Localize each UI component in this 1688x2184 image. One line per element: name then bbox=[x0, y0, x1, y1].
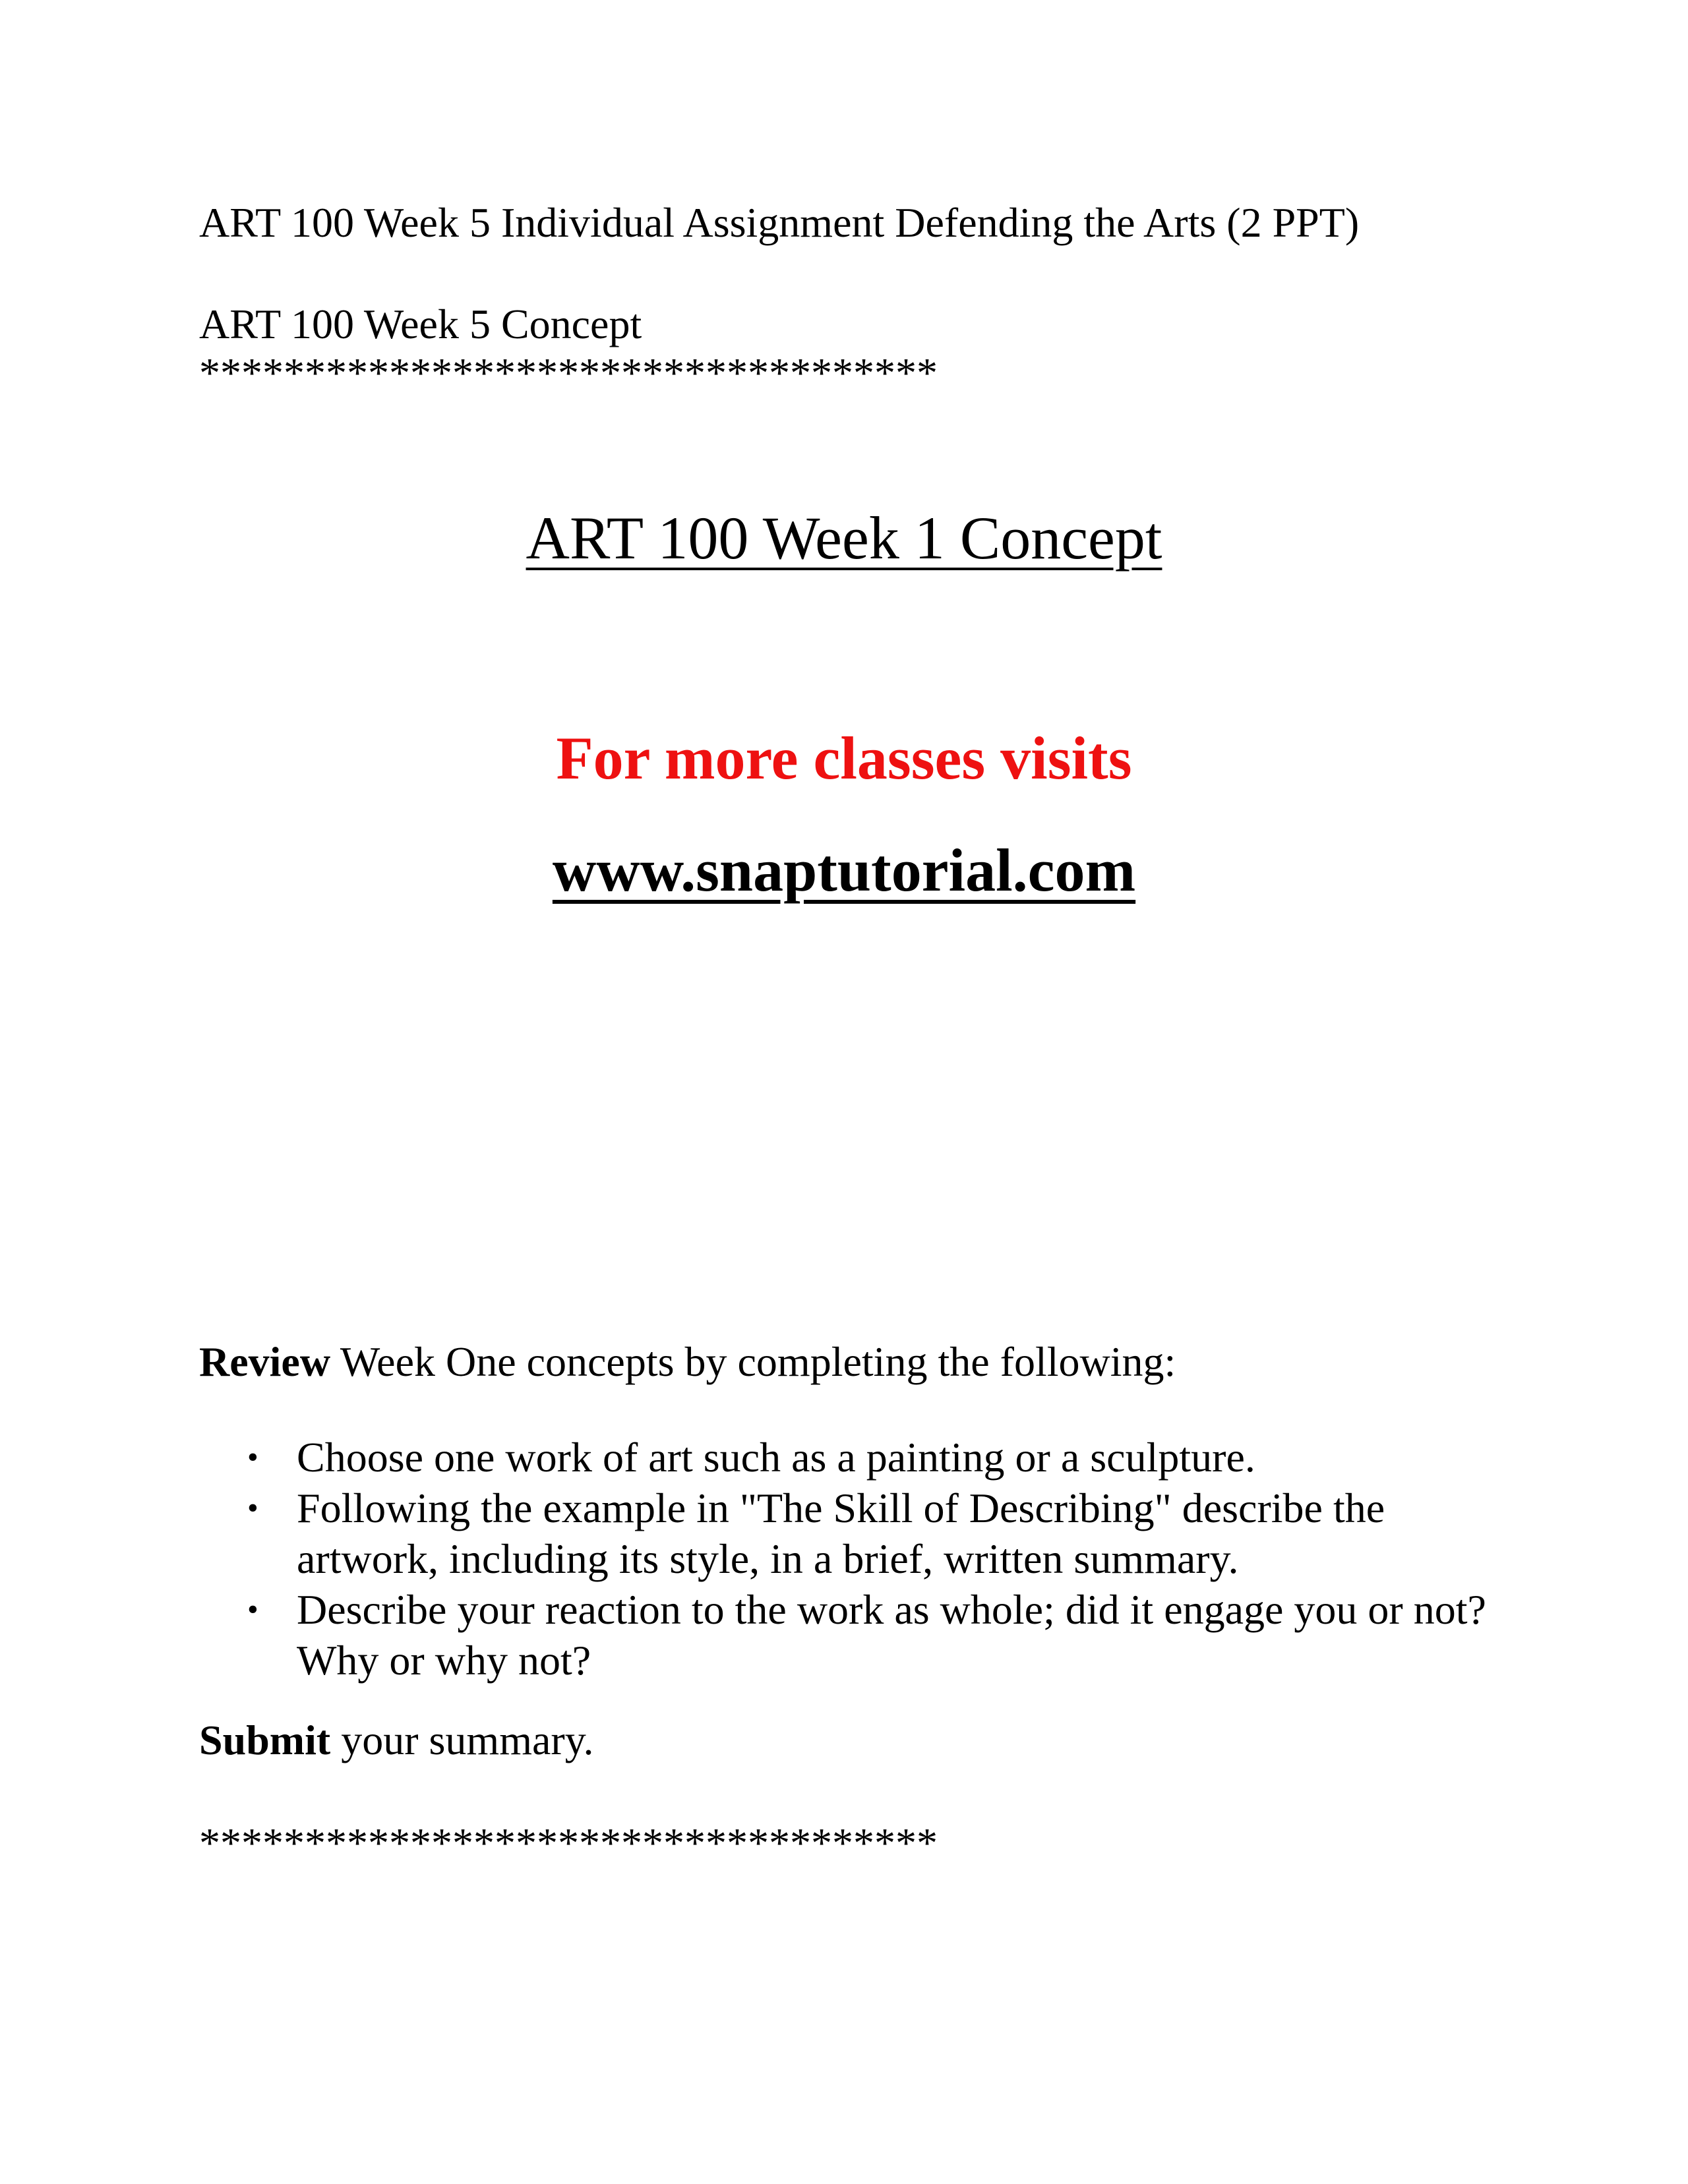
promo-link-row bbox=[0, 837, 1688, 904]
instructions-list bbox=[199, 1432, 1518, 1686]
list-item-text: Following the example in "The Skill of Describing" describe the artwork, including its style, in a brief, written summary. bbox=[297, 1485, 1385, 1582]
bullet-dot-icon: • bbox=[247, 1592, 258, 1627]
separator-top: *********************************** bbox=[199, 349, 938, 396]
list-item bbox=[199, 1584, 1518, 1686]
promo-text: For more classes visits bbox=[556, 724, 1132, 792]
promo-link[interactable]: www.snaptutorial.com bbox=[552, 837, 1136, 904]
header-line-1: ART 100 Week 5 Individual Assignment Defending the Arts (2 PPT) bbox=[199, 199, 1360, 246]
review-intro bbox=[199, 1338, 1176, 1385]
review-label: Review bbox=[199, 1338, 331, 1385]
review-text: Week One concepts by completing the following: bbox=[330, 1338, 1176, 1385]
bullet-dot-icon: • bbox=[247, 1490, 258, 1525]
submit-text: your summary. bbox=[330, 1717, 594, 1763]
header-line-2: ART 100 Week 5 Concept bbox=[199, 301, 642, 347]
list-item bbox=[199, 1432, 1518, 1483]
list-item-text: Describe your reaction to the work as whole; did it engage you or not? Why or why not? bbox=[297, 1586, 1486, 1684]
submit-line bbox=[199, 1719, 594, 1761]
list-item-text: Choose one work of art such as a painting or a sculpture. bbox=[297, 1434, 1255, 1481]
page-title: ART 100 Week 1 Concept bbox=[526, 504, 1162, 572]
submit-label: Submit bbox=[199, 1717, 331, 1763]
bullet-dot-icon: • bbox=[247, 1440, 258, 1475]
list-item bbox=[199, 1483, 1518, 1584]
separator-bottom: *********************************** bbox=[199, 1819, 938, 1866]
